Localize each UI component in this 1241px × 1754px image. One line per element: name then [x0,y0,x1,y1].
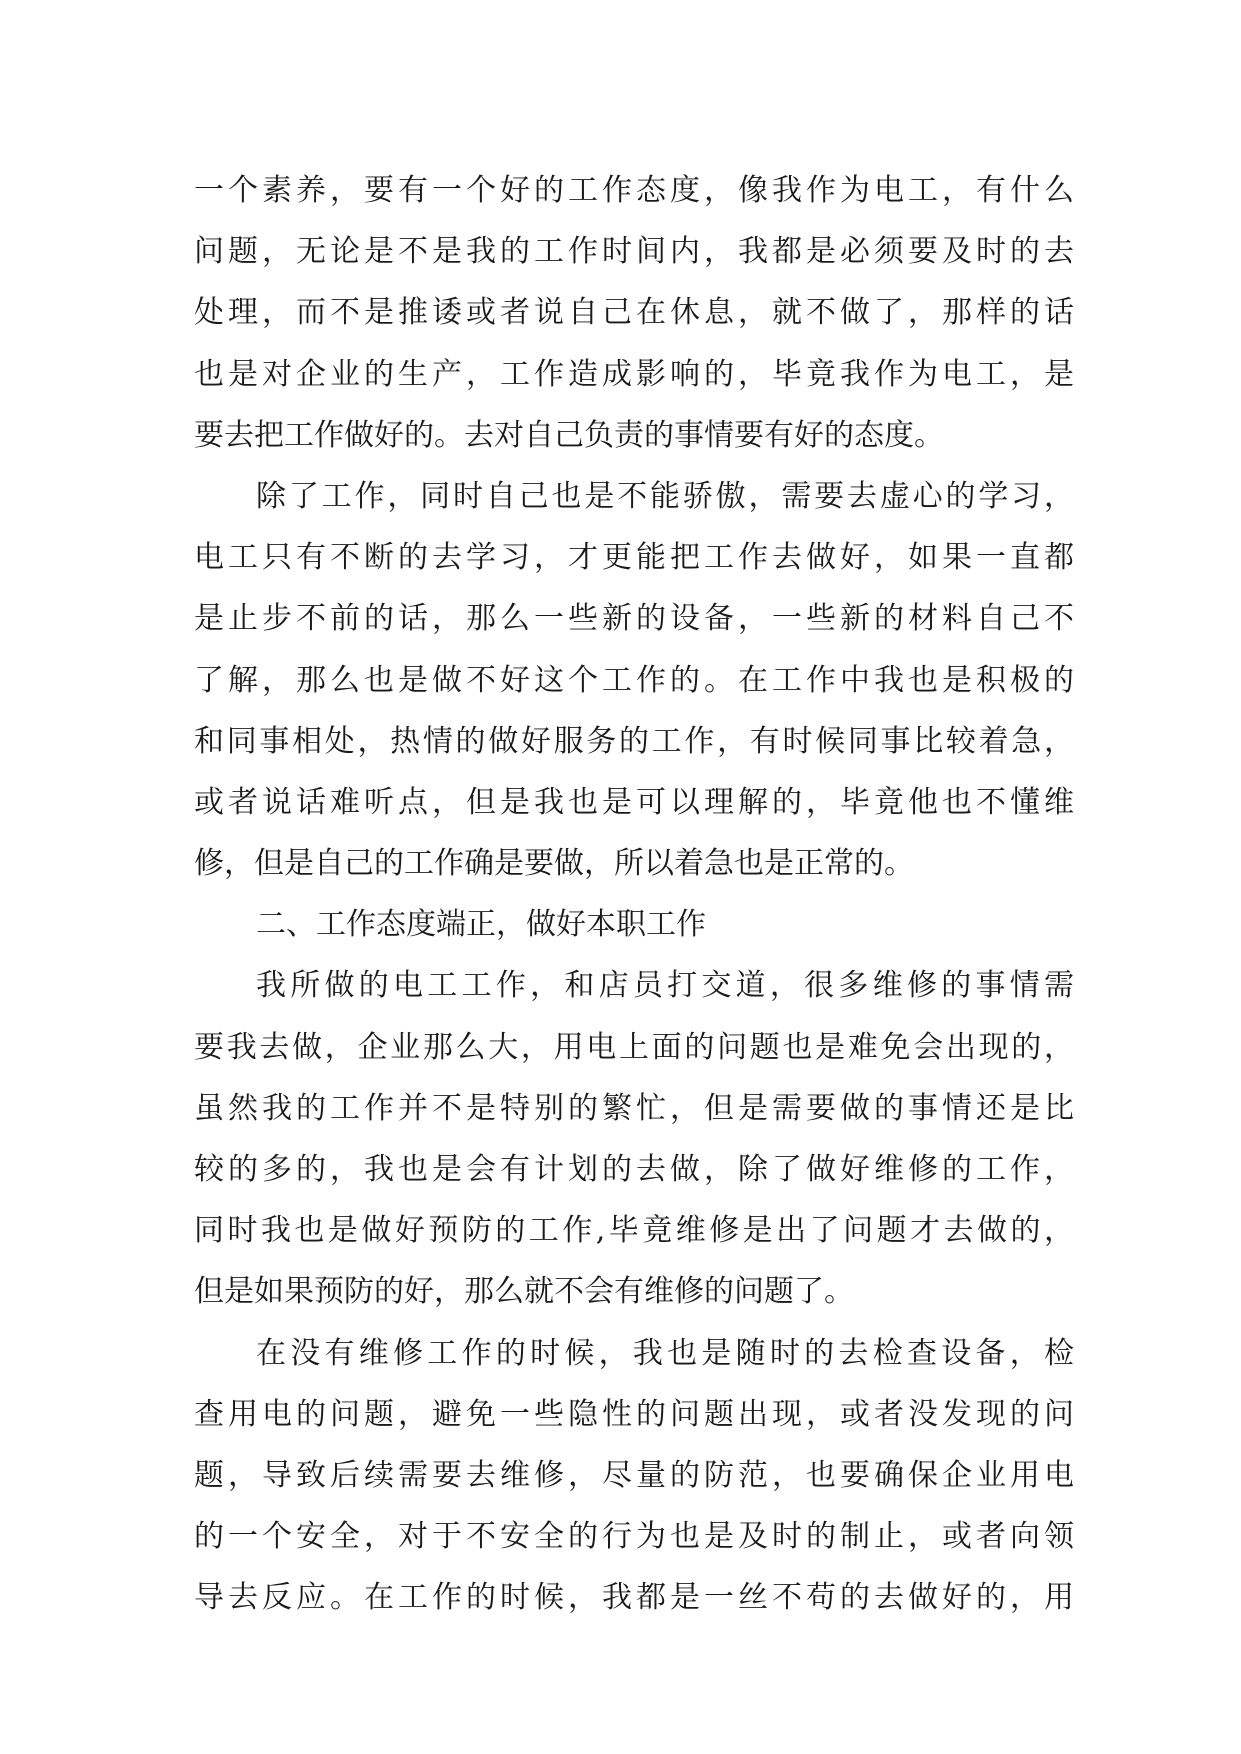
text-line: 要我去做，企业那么大，用电上面的问题也是难免会出现的， [194,1029,1074,1065]
text-line: 的一个安全，对于不安全的行为也是及时的制止，或者向领 [194,1519,1074,1555]
text-line: 在没有维修工作的时候，我也是随时的去检查设备，检 [256,1335,1074,1371]
text-line: 是止步不前的话，那么一些新的设备，一些新的材料自己不 [194,601,1074,637]
text-line: 题，导致后续需要去维修，尽量的防范，也要确保企业用电 [194,1457,1074,1493]
text-line: 要去把工作做好的。去对自己负责的事情要有好的态度。 [194,417,944,453]
text-line: 或者说话难听点，但是我也是可以理解的，毕竟他也不懂维 [194,784,1074,820]
text-line: 查用电的问题，避免一些隐性的问题出现，或者没发现的问 [194,1396,1074,1432]
text-line: 了解，那么也是做不好这个工作的。在工作中我也是积极的 [194,662,1074,698]
text-line: 但是如果预防的好，那么就不会有维修的问题了。 [194,1274,854,1310]
text-line: 除了工作，同时自己也是不能骄傲，需要去虚心的学习， [256,478,1074,514]
section-heading [194,894,1074,955]
document-body [194,160,1074,1629]
text-line: 修，但是自己的工作确是要做，所以着急也是正常的。 [194,846,914,882]
text-line: 同时我也是做好预防的工作,毕竟维修是出了问题才去做的， [194,1213,1074,1249]
text-line: 较的多的，我也是会有计划的去做，除了做好维修的工作， [194,1152,1074,1187]
text-line: 电工只有不断的去学习，才更能把工作去做好，如果一直都 [194,540,1074,576]
paragraph [194,160,1074,466]
text-line: 虽然我的工作并不是特别的繁忙，但是需要做的事情还是比 [194,1090,1074,1126]
text-line: 问题，无论是不是我的工作时间内，我都是必须要及时的去 [194,234,1074,270]
text-line: 我所做的电工工作，和店员打交道，很多维修的事情需 [256,968,1074,1004]
paragraph [194,955,1074,1322]
paragraph [194,1323,1074,1629]
heading-text: 二、工作态度端正，做好本职工作 [256,907,706,943]
text-line: 导去反应。在工作的时候，我都是一丝不苟的去做好的，用 [194,1580,1074,1616]
text-line: 和同事相处，热情的做好服务的工作，有时候同事比较着急， [194,723,1074,759]
text-line: 处理，而不是推诿或者说自己在休息，就不做了，那样的话 [194,295,1074,331]
text-line: 一个素养，要有一个好的工作态度，像我作为电工，有什么 [194,173,1074,208]
text-line: 也是对企业的生产，工作造成影响的，毕竟我作为电工，是 [194,356,1074,392]
paragraph [194,466,1074,894]
